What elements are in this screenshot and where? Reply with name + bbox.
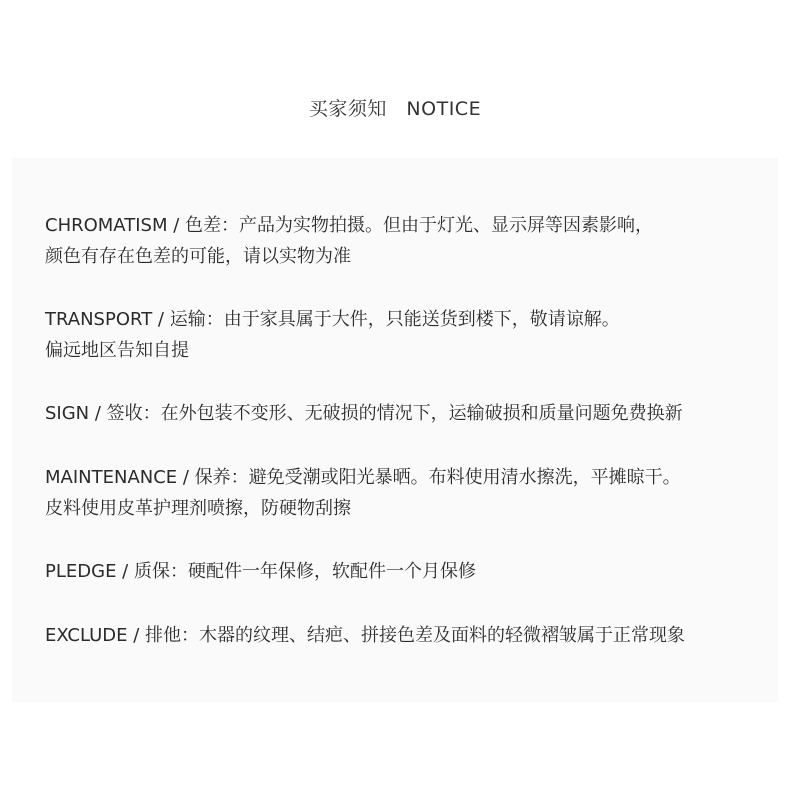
notice-maintenance-line-2: 皮料使用皮革护理剂喷擦，防硬物刮擦 [45,498,351,519]
page-title: 买家须知 NOTICE [308,98,482,120]
notice-maintenance [45,462,778,524]
notice-exclude [45,620,778,651]
notice-chromatism [45,210,778,272]
notice-sign [45,398,778,429]
notice-transport-line-2: 偏远地区告知自提 [45,340,189,361]
notice-pledge-line-1: PLEDGE / 质保：硬配件一年保修，软配件一个月保修 [45,561,476,582]
notice-sign-line-1: SIGN / 签收：在外包装不变形、无破损的情况下，运输破损和质量问题免费换新 [45,403,683,424]
notice-pledge [45,556,778,587]
notice-transport [45,304,778,366]
notice-transport-line-1: TRANSPORT / 运输：由于家具属于大件，只能送货到楼下，敬请谅解。 [45,309,620,330]
notice-panel [12,158,778,702]
notice-maintenance-line-1: MAINTENANCE / 保养：避免受潮或阳光暴晒。布料使用清水擦洗，平摊晾干。 [45,467,681,488]
notice-exclude-line-1: EXCLUDE / 排他：木器的纹理、结疤、拼接色差及面料的轻微褶皱属于正常现象 [45,625,686,646]
notice-chromatism-line-1: CHROMATISM / 色差：产品为实物拍摄。但由于灯光、显示屏等因素影响， [45,215,653,236]
notice-chromatism-line-2: 颜色有存在色差的可能，请以实物为准 [45,246,351,267]
